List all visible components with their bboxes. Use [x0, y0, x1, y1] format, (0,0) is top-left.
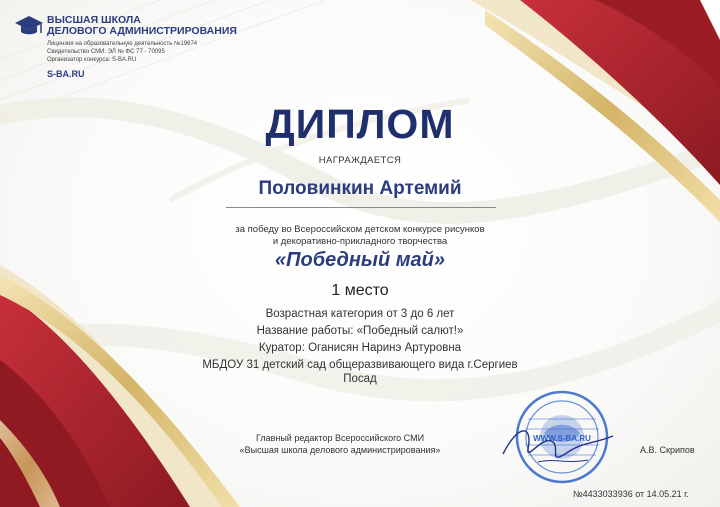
institution-line2: Посад	[343, 373, 377, 385]
age-category: Возрастная категория от 3 до 6 лет	[265, 308, 455, 320]
organization-site: S-BA.RU	[47, 69, 85, 79]
organization-name	[47, 15, 287, 37]
media-certificate-text: Свидетельство СМИ: ЭЛ № ФС 77 - 70095	[47, 49, 165, 55]
victory-text-line1: за победу во Всероссийском детском конкурсе рисунков	[235, 224, 485, 235]
name-underline	[226, 207, 496, 208]
signature	[498, 414, 618, 474]
work-title: Название работы: «Победный салют!»	[256, 325, 464, 337]
organization-name-line1: ВЫСШАЯ ШКОЛА	[47, 14, 141, 26]
victory-text-line2: и декоративно-прикладного творчества	[272, 236, 448, 247]
license-text: Лицензия на образовательную деятельность №19674	[47, 41, 198, 47]
institution-line1: МБДОУ 31 детский сад общеразвивающего вида г.Сергиев	[202, 359, 518, 371]
signer-name: А.В. Скрипов	[640, 445, 695, 455]
recipient-name: Половинкин Артемий	[258, 178, 462, 199]
contest-title: «Победный май»	[274, 249, 446, 271]
diploma-title: ДИПЛОМ	[265, 101, 455, 147]
awarded-label: НАГРАЖДАЕТСЯ	[318, 155, 402, 166]
document-number: №4433033936 от 14.05.21 г.	[573, 489, 689, 499]
organizer-text: Организатор конкурса: S-BA.RU	[47, 57, 137, 63]
graduation-cap-icon	[14, 14, 44, 38]
stamp-text: WWW.S-BA.RU	[533, 434, 591, 443]
organization-name-line2: ДЕЛОВОГО АДМИНИСТРИРОВАНИЯ	[47, 25, 237, 37]
editor-title-line1: Главный редактор Всероссийского СМИ	[255, 433, 425, 443]
curator: Куратор: Оганисян Наринэ Артуровна	[258, 342, 462, 354]
place-label: 1 место	[331, 282, 389, 299]
editor-title-line2: «Высшая школа делового администрирования»	[239, 445, 441, 455]
